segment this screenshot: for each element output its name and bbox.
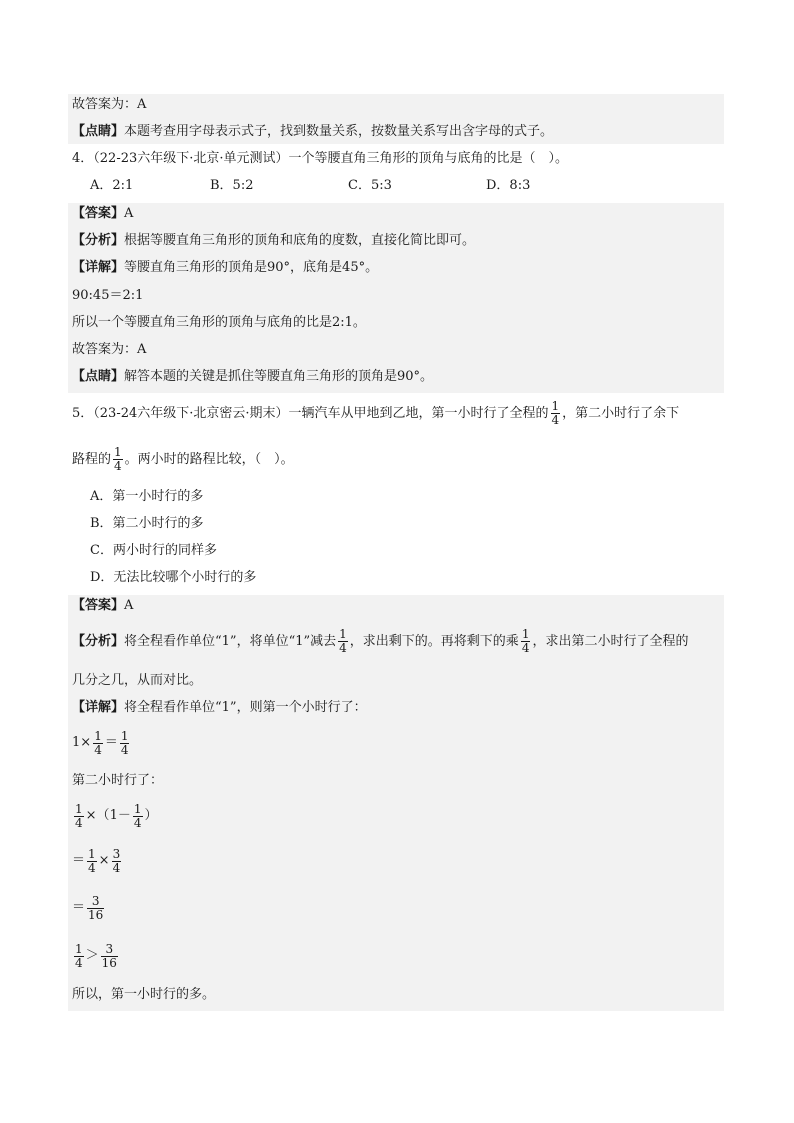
denominator: 4 xyxy=(551,413,560,427)
answer-tag: 【答案】 xyxy=(72,206,125,221)
analysis-tag: 【分析】 xyxy=(72,233,125,248)
denominator: 4 xyxy=(88,860,96,875)
q4-answer xyxy=(72,205,133,223)
q5-conclusion: 所以，第一小时行的多。 xyxy=(72,987,216,1002)
stem-part: 路程的 xyxy=(72,452,112,467)
denominator: 4 xyxy=(75,955,83,970)
denominator: 4 xyxy=(112,860,121,875)
answer-value: A xyxy=(124,598,134,613)
denominator: 16 xyxy=(101,955,117,970)
q4-option-b: B．5:2 xyxy=(210,178,254,193)
q5-step1 xyxy=(72,727,131,760)
point-text: 本题考查用字母表示式子，找到数量关系，按数量关系写出含字母的式子。 xyxy=(124,124,554,139)
q4-option-a: A．2:1 xyxy=(90,178,134,193)
q4-option-c: C．5:3 xyxy=(348,178,392,193)
q4-final-answer: 故答案为：A xyxy=(72,342,147,357)
denominator: 4 xyxy=(114,459,122,473)
q5-answer xyxy=(72,597,133,615)
analysis-part: 将全程看作单位“1”，将单位“1”减去 xyxy=(124,634,337,649)
q5-compare xyxy=(72,940,120,973)
q4-point xyxy=(72,368,433,386)
answer-value: A xyxy=(124,206,134,221)
q5-option-a: A．第一小时行的多 xyxy=(90,489,204,504)
q3-final-answer: 故答案为：A xyxy=(72,97,147,112)
denominator: 4 xyxy=(94,742,102,757)
point-text: 解答本题的关键是抓住等腰直角三角形的顶角是90°。 xyxy=(124,369,434,384)
fraction-three-sixteenths xyxy=(101,943,118,970)
detail-tag: 【详解】 xyxy=(72,700,125,715)
q5-detail xyxy=(72,699,367,717)
denominator: 4 xyxy=(339,641,347,655)
fraction-one-quarter xyxy=(133,803,143,830)
point-tag: 【点睛】 xyxy=(72,124,125,139)
greater-than-sign: ＞ xyxy=(85,948,99,963)
times-sign: × xyxy=(85,808,97,823)
q4-option-d: D．8:3 xyxy=(486,178,531,193)
q5-option-b: B．第二小时行的多 xyxy=(90,516,204,531)
q4-detail xyxy=(72,259,378,277)
q5-step2 xyxy=(72,800,158,833)
denominator: 4 xyxy=(75,815,83,830)
analysis-part: ，求出第二小时行了全程的 xyxy=(532,634,689,649)
fraction-one-quarter xyxy=(551,400,561,427)
answer-tag: 【答案】 xyxy=(72,598,125,613)
numerator: 1 xyxy=(133,801,142,816)
numerator: 1 xyxy=(120,728,129,743)
q5-option-d: D．无法比较哪个小时行的多 xyxy=(90,570,257,585)
q4-calculation: 90:45＝2:1 xyxy=(72,288,144,303)
stem-part: 5．（23-24六年级下·北京密云·期末）一辆汽车从甲地到乙地，第一小时行了全程的 xyxy=(72,406,549,421)
fraction-one-quarter xyxy=(113,446,123,473)
times-sign: × xyxy=(80,735,92,750)
numerator: 3 xyxy=(91,893,100,908)
q4-stem: 4．（22-23六年级下·北京·单元测试）一个等腰直角三角形的顶角与底角的比是（ ）。 xyxy=(72,151,569,166)
analysis-part: ，求出剩下的。再将剩下的乘 xyxy=(349,634,519,649)
point-tag: 【点睛】 xyxy=(72,369,125,384)
q5-second-hour-label: 第二小时行了： xyxy=(72,773,164,788)
times-sign: × xyxy=(98,853,110,868)
q5-step3 xyxy=(72,845,123,878)
numerator: 1 xyxy=(88,846,96,861)
numerator: 3 xyxy=(105,941,114,956)
q4-analysis xyxy=(72,232,475,250)
detail-text: 等腰直角三角形的顶角是90°，底角是45°。 xyxy=(124,260,379,275)
fraction-three-quarters xyxy=(112,848,122,875)
denominator: 16 xyxy=(88,907,104,922)
fraction-one-quarter xyxy=(87,848,97,875)
numerator: 1 xyxy=(75,801,83,816)
fraction-one-quarter xyxy=(93,730,103,757)
numerator: 1 xyxy=(551,399,560,413)
denominator: 4 xyxy=(521,641,530,655)
equals-sign: ＝ xyxy=(104,735,118,750)
numerator: 1 xyxy=(75,941,83,956)
q5-analysis-line1 xyxy=(72,626,688,658)
fraction-one-quarter xyxy=(120,730,130,757)
q5-step4 xyxy=(72,892,106,925)
fraction-one-quarter xyxy=(338,628,348,655)
equals-sign: ＝ xyxy=(72,900,86,915)
denominator: 4 xyxy=(120,742,129,757)
detail-tag: 【详解】 xyxy=(72,260,125,275)
numerator: 3 xyxy=(112,846,121,861)
stem-part: 。两小时的路程比较，（ ）。 xyxy=(124,452,294,467)
fraction-one-quarter xyxy=(521,628,531,655)
right-paren: ） xyxy=(144,808,158,823)
equals-sign: ＝ xyxy=(72,853,86,868)
denominator: 4 xyxy=(133,815,142,830)
number: 1 xyxy=(72,735,81,750)
numerator: 1 xyxy=(339,627,347,641)
numerator: 1 xyxy=(114,445,122,459)
fraction-one-quarter xyxy=(74,943,84,970)
numerator: 1 xyxy=(94,728,102,743)
q4-conclusion: 所以一个等腰直角三角形的顶角与底角的比是2:1。 xyxy=(72,315,366,330)
detail-text: 将全程看作单位“1”，则第一个小时行了： xyxy=(124,700,367,715)
q5-option-c: C．两小时行的同样多 xyxy=(90,543,217,558)
numerator: 1 xyxy=(521,627,530,641)
analysis-text: 根据等腰直角三角形的顶角和底角的度数，直接化简比即可。 xyxy=(124,233,476,248)
minus-sign: － xyxy=(117,808,131,823)
q5-stem-line2 xyxy=(72,444,294,476)
analysis-tag: 【分析】 xyxy=(72,634,125,649)
left-paren: （ xyxy=(96,808,110,823)
number: 1 xyxy=(109,808,118,823)
q5-analysis-line2: 几分之几，从而对比。 xyxy=(72,673,203,688)
fraction-one-quarter xyxy=(74,803,84,830)
q5-stem-line1 xyxy=(72,398,679,430)
q3-point xyxy=(72,123,553,141)
stem-part: ，第二小时行了余下 xyxy=(562,406,680,421)
fraction-three-sixteenths xyxy=(87,895,104,922)
